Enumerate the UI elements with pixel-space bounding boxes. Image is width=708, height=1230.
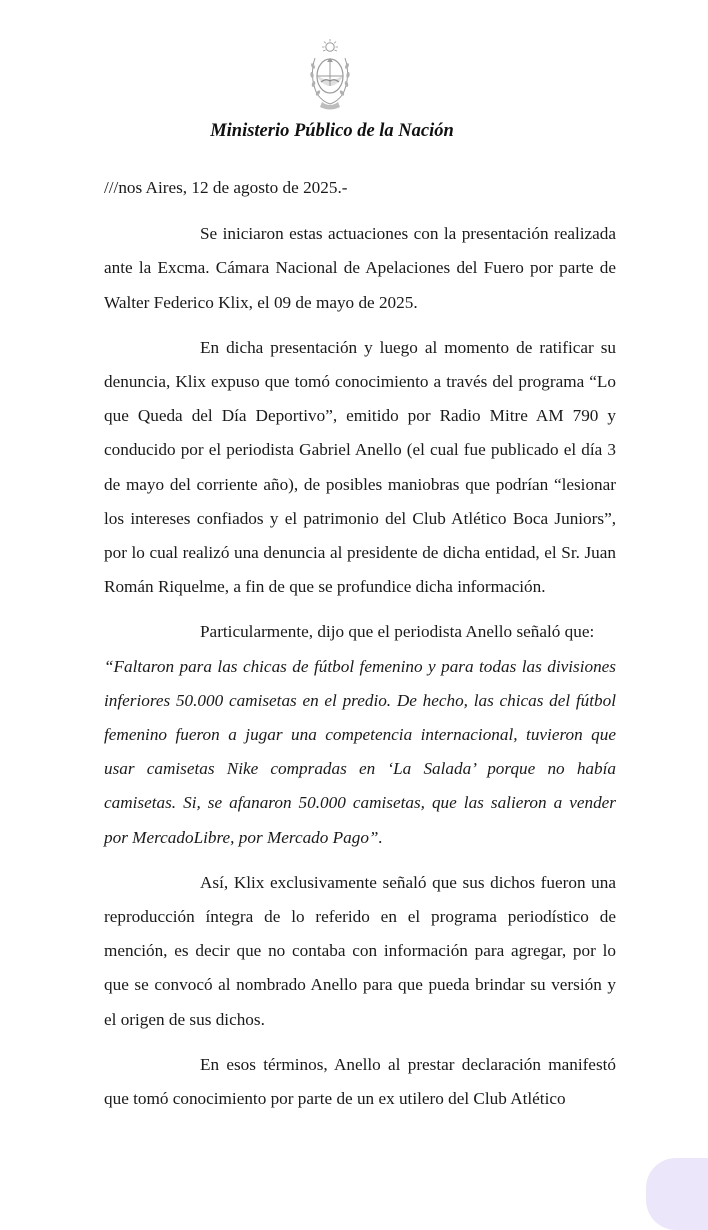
paragraph: Se iniciaron estas actuaciones con la presentación realizada ante la Excma. Cámara Nacional de Apelaciones del Fuero por parte de Walter Federico Klix, el 09 de mayo de 2025. bbox=[104, 224, 616, 312]
corner-overlay bbox=[646, 1158, 708, 1230]
paragraph: Así, Klix exclusivamente señaló que sus dichos fueron una reproducción íntegra de lo referido en el programa periodístico de mención, es decir que no contaba con información para agregar, por lo que se convocó al nombrado Anello para que pueda brindar su versión y el origen de sus dichos. bbox=[104, 872, 616, 1029]
paragraph: En dicha presentación y luego al momento de ratificar su denuncia, Klix expuso que tomó conocimiento a través del programa “Lo que Queda del Día Deportivo”, emitido por Radio Mitre AM 790 y conducido por el periodista Gabriel Anello (el cual fue publicado el día 3 de mayo del corriente año), de posibles maniobras que podrían “lesionar los intereses confiados y el patrimonio del Club Atlético Boca Juniors”, por lo cual realizó una denuncia al presidente de dicha entidad, el Sr. Juan Román Riquelme, a fin de que se profundice dicha información. bbox=[104, 337, 616, 597]
document-body bbox=[104, 171, 616, 1127]
quote-paragraph: “Faltaron para las chicas de fútbol femenino y para todas las divisiones inferiores 50.000 camisetas en el predio. De hecho, las chicas del fútbol femenino fueron a jugar una competencia internacional, tuvieron que usar camisetas Nike compradas en ‘La Salada’ porque no había camisetas. Si, se afanaron 50.000 camisetas, que las salieron a vender por MercadoLibre, por Mercado Pago”. bbox=[104, 656, 616, 847]
dateline: ///nos Aires, 12 de agosto de 2025.- bbox=[104, 178, 348, 197]
ministry-title: Ministerio Público de la Nación bbox=[210, 121, 454, 141]
paragraph: En esos términos, Anello al prestar declaración manifestó que tomó conocimiento por parte de un ex utilero del Club Atlético bbox=[104, 1054, 616, 1109]
coat-of-arms-icon bbox=[307, 38, 353, 112]
paragraph: Particularmente, dijo que el periodista Anello señaló que: bbox=[200, 622, 595, 642]
